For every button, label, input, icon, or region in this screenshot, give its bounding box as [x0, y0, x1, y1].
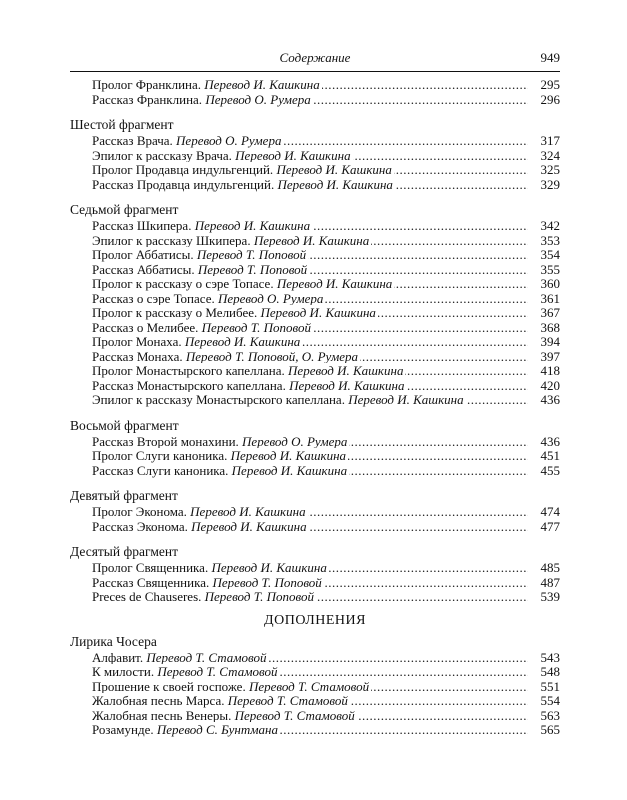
entry-text [92, 218, 312, 233]
running-title: Содержание [279, 50, 351, 65]
entry-page-number: 563 [530, 709, 560, 724]
entry-title: Пролог Священника. [92, 560, 209, 575]
entry-page-number: 324 [530, 149, 560, 164]
entry-text [92, 233, 371, 248]
fragment-heading: Девятый фрагмент [70, 488, 178, 503]
fragment-heading: Восьмой фрагмент [70, 417, 179, 433]
fragment-heading: Седьмой фрагмент [70, 202, 179, 217]
entry-translator: Перевод О. Румера [217, 290, 324, 306]
entry-page-number: 295 [530, 78, 560, 93]
block-gap [70, 478, 560, 483]
entry-translator: Перевод Т. Поповой [201, 319, 311, 335]
entry-page-number: 455 [530, 464, 560, 479]
entry-text [92, 334, 302, 349]
entry-title: Рассказ Франклина. [92, 91, 203, 107]
toc-entry [70, 93, 560, 108]
entry-title: Эпилог к рассказу Шкипера. [92, 232, 251, 248]
entry-title: Пролог Продавца индульгенций. [92, 162, 274, 177]
block-gap [70, 107, 560, 112]
entry-page-number: 565 [530, 723, 560, 738]
entry-text [92, 291, 325, 306]
entry-title: Пролог Аббатисы. [92, 247, 194, 262]
entry-page-number: 329 [530, 178, 560, 193]
entry-page-number: 436 [530, 393, 560, 408]
toc-entry [70, 520, 560, 535]
toc-entry [70, 321, 560, 336]
entry-translator: Перевод И. Кашкина [231, 462, 348, 478]
entry-text [92, 133, 283, 148]
toc-entry [70, 651, 560, 666]
toc-entry [70, 178, 560, 193]
entry-translator: Перевод И. Кашкина [276, 162, 392, 177]
block-gap [70, 192, 560, 197]
entry-title: Рассказ о Мелибее. [92, 319, 199, 335]
table-of-contents [70, 78, 560, 738]
entry-title: Пролог Слуги каноника. [92, 448, 228, 463]
toc-entry [70, 464, 560, 479]
entry-title: Прошение к своей госпоже. [92, 678, 246, 694]
entry-translator: Перевод И. Кашкина [288, 363, 404, 378]
toc-entry [70, 163, 560, 178]
entry-text [92, 162, 394, 177]
entry-page-number: 548 [530, 665, 560, 680]
entry-text [92, 434, 349, 449]
toc-entry [70, 306, 560, 321]
entry-page-number: 367 [530, 306, 560, 321]
entry-title: Рассказ Продавца индульгенций. [92, 176, 275, 192]
entry-text [92, 77, 322, 92]
entry-title: Preces de Chauseres. [92, 589, 202, 604]
entry-text [92, 519, 309, 534]
block-gap [70, 408, 560, 413]
entry-page-number: 296 [530, 93, 560, 108]
entry-translator: Перевод И. Кашкина [191, 518, 307, 534]
toc-entry [70, 263, 560, 278]
toc-entry [70, 234, 560, 249]
entry-title: Жалобная песнь Марса. [92, 693, 225, 708]
toc-entry [70, 364, 560, 379]
entry-translator: Перевод И. Кашкина [289, 377, 405, 393]
entry-text [92, 92, 313, 107]
toc-entry [70, 449, 560, 464]
entry-title: Пролог к рассказу о Мелибее. [92, 305, 258, 320]
entry-title: К милости. [92, 664, 155, 679]
supplements-section-heading: Лирика Чосера [70, 633, 157, 649]
entry-title: Рассказ Шкипера. [92, 218, 192, 233]
entry-text [92, 392, 466, 407]
running-header [70, 50, 560, 68]
entry-text [92, 305, 378, 320]
toc-entry [70, 335, 560, 350]
entry-text [92, 504, 308, 519]
entry-title: Жалобная песнь Венеры. [92, 707, 232, 723]
entry-page-number: 485 [530, 561, 560, 576]
entry-title: Пролог Монастырского капеллана. [92, 363, 285, 378]
toc-entry [70, 393, 560, 408]
entry-page-number: 420 [530, 379, 560, 394]
entry-translator: Перевод Т. Поповой [196, 247, 307, 262]
toc-entry [70, 78, 560, 93]
entry-text [92, 320, 313, 335]
entry-page-number: 418 [530, 364, 560, 379]
entry-page-number: 451 [530, 449, 560, 464]
toc-entry [70, 505, 560, 520]
entry-title: Рассказ Монаха. [92, 348, 183, 364]
entry-page-number: 325 [530, 163, 560, 178]
entry-translator: Перевод О. Румера [205, 91, 311, 107]
entry-translator: Перевод О. Румера [242, 433, 348, 449]
entry-translator: Перевод Т. Стамовой [157, 664, 278, 679]
toc-entry [70, 665, 560, 680]
entry-translator: Перевод И. Кашкина [204, 77, 320, 92]
entry-text [92, 650, 269, 665]
entry-translator: Перевод Т. Стамовой [227, 693, 348, 708]
entry-translator: Перевод Т. Стамовой [248, 678, 370, 694]
entry-page-number: 360 [530, 277, 560, 292]
entry-translator: Перевод Т. Поповой, О. Румера [185, 348, 359, 364]
entry-page-number: 361 [530, 292, 560, 307]
entry-page-number: 554 [530, 694, 560, 709]
entry-text [92, 378, 407, 393]
entry-translator: Перевод И. Кашкина [253, 232, 370, 248]
entry-page-number: 543 [530, 651, 560, 666]
entry-translator: Перевод И. Кашкина [230, 448, 347, 463]
entry-title: Пролог Франклина. [92, 77, 202, 92]
entry-title: Пролог Монаха. [92, 334, 182, 349]
fragment-heading: Шестой фрагмент [70, 117, 174, 132]
toc-entry [70, 680, 560, 695]
entry-translator: Перевод И. Кашкина [235, 147, 351, 163]
entry-title: Эпилог к рассказу Врача. [92, 147, 232, 163]
entry-translator: Перевод И. Кашкина [276, 276, 393, 291]
entry-text [92, 262, 309, 277]
entry-translator: Перевод И. Кашкина [211, 560, 327, 575]
entry-translator: Перевод И. Кашкина [260, 305, 376, 320]
toc-entry [70, 576, 560, 591]
entry-text [92, 463, 349, 478]
header-rule [70, 71, 560, 72]
supplements-title: ДОПОЛНЕНИЯ [264, 612, 366, 628]
entry-page-number: 353 [530, 234, 560, 249]
entry-translator: Перевод С. Бунтмана [156, 722, 278, 737]
entry-text [92, 177, 395, 192]
toc-entry [70, 435, 560, 450]
entry-page-number: 354 [530, 248, 560, 263]
entry-text [92, 589, 316, 604]
entry-text [92, 560, 329, 575]
toc-entry [70, 149, 560, 164]
entry-title: Эпилог к рассказу Монастырского капеллана. [92, 392, 345, 407]
entry-text [92, 247, 308, 262]
toc-entry [70, 561, 560, 576]
entry-translator: Перевод И. Кашкина [348, 392, 464, 407]
entry-translator: Перевод Т. Поповой [197, 261, 308, 277]
toc-entry [70, 723, 560, 738]
entry-translator: Перевод Т. Стамовой [234, 707, 355, 723]
entry-page-number: 474 [530, 505, 560, 520]
entry-title: Рассказ Второй монахини. [92, 433, 239, 449]
entry-title: Пролог Эконома. [92, 504, 187, 519]
entry-page-number: 368 [530, 321, 560, 336]
entry-text [92, 276, 394, 291]
entry-page-number: 397 [530, 350, 560, 365]
toc-entry [70, 277, 560, 292]
block-gap [70, 534, 560, 539]
entry-title: Рассказ о сэре Топасе. [92, 290, 215, 306]
entry-translator: Перевод И. Кашкина [184, 334, 301, 349]
entry-text [92, 722, 280, 737]
entry-page-number: 355 [530, 263, 560, 278]
entry-translator: Перевод И. Кашкина [190, 504, 306, 519]
toc-entry [70, 590, 560, 605]
entry-text [92, 349, 360, 364]
entry-translator: Перевод Т. Поповой [204, 589, 314, 604]
entry-text [92, 664, 279, 679]
toc-entry [70, 248, 560, 263]
entry-title: Пролог к рассказу о сэре Топасе. [92, 276, 274, 291]
entry-title: Рассказ Врача. [92, 133, 173, 148]
toc-entry [70, 694, 560, 709]
fragment-heading: Десятый фрагмент [70, 544, 178, 559]
entry-translator: Перевод О. Румера [176, 133, 282, 148]
entry-page-number: 551 [530, 680, 560, 695]
entry-text [92, 708, 357, 723]
toc-entry [70, 292, 560, 307]
toc-entry [70, 219, 560, 234]
entry-title: Рассказ Священника. [92, 574, 210, 590]
page-number: 949 [540, 50, 560, 65]
entry-page-number: 394 [530, 335, 560, 350]
entry-translator: Перевод И. Кашкина [277, 176, 393, 192]
entry-title: Рассказ Аббатисы. [92, 261, 195, 277]
entry-title: Рассказ Эконома. [92, 518, 188, 534]
toc-entry [70, 379, 560, 394]
entry-translator: Перевод И. Кашкина [194, 218, 311, 233]
entry-page-number: 487 [530, 576, 560, 591]
entry-page-number: 539 [530, 590, 560, 605]
entry-translator: Перевод Т. Стамовой [146, 649, 267, 665]
entry-title: Алфавит. [92, 649, 144, 665]
entry-page-number: 436 [530, 435, 560, 450]
entry-text [92, 679, 371, 694]
entry-text [92, 363, 405, 378]
entry-page-number: 317 [530, 134, 560, 149]
toc-entry [70, 350, 560, 365]
entry-title: Рассказ Слуги каноника. [92, 462, 229, 478]
entry-text [92, 448, 348, 463]
entry-page-number: 342 [530, 219, 560, 234]
entry-title: Рассказ Монастырского капеллана. [92, 377, 286, 393]
entry-text [92, 693, 350, 708]
entry-text [92, 575, 324, 590]
entry-title: Розамунде. [92, 722, 154, 737]
entry-page-number: 477 [530, 520, 560, 535]
entry-text [92, 148, 353, 163]
entry-translator: Перевод Т. Поповой [212, 574, 322, 590]
toc-entry [70, 709, 560, 724]
toc-entry [70, 134, 560, 149]
